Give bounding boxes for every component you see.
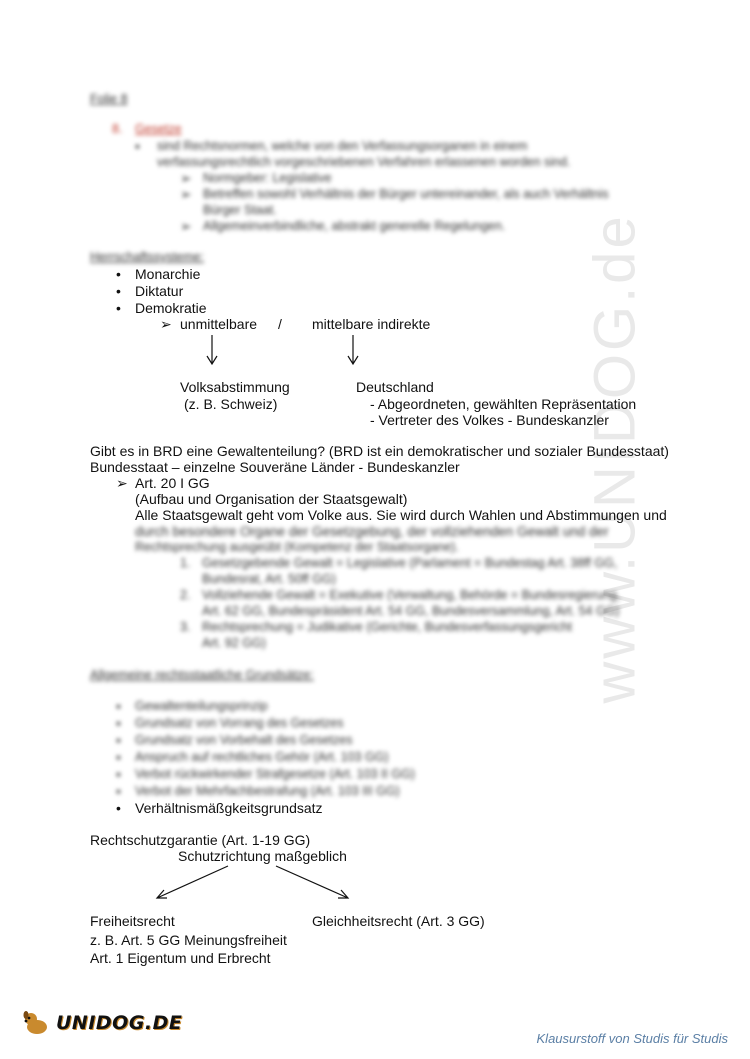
- bullet-icon: •: [116, 766, 121, 782]
- gewalt-item: Vollziehende Gewalt = Exekutive (Verwaltung, Behörde = Bundesregierung,: [202, 588, 621, 602]
- list-number: 3.: [180, 620, 191, 634]
- bullet-icon: •: [116, 300, 121, 316]
- bullet-icon: •: [116, 698, 121, 714]
- heading-herrschaft: Herrschaftssysteme:: [90, 250, 204, 264]
- arrow-diag-right: [276, 866, 348, 898]
- gg-line: durch besondere Organe der Gesetzgebung, der vollziehenden Gewalt und der: [135, 524, 609, 539]
- deutschland-detail: - Abgeordneten, gewählten Repräsentation: [370, 396, 637, 412]
- freiheitsrecht: Freiheitsrecht: [90, 913, 175, 929]
- grundsatz-item: Gewaltenteilungsprinzip: [135, 699, 268, 713]
- arrow-down-left: [207, 335, 217, 364]
- democracy-type-indirect: mittelbare indirekte: [312, 316, 431, 332]
- arrow-bullet-icon: ➢: [180, 186, 192, 202]
- gewalt-item: Gesetzgebende Gewalt = Legislative (Parlament = Bundestag Art. 38ff GG,: [202, 556, 618, 570]
- schutzrichtung: Schutzrichtung maßgeblich: [178, 848, 347, 864]
- list-number: 1.: [180, 556, 191, 570]
- grundsatz-verhaeltnismaessigkeit: Verhältnismäßgkeitsgrundsatz: [135, 800, 323, 816]
- deutschland-detail: - Vertreter des Volkes - Bundeskanzler: [370, 412, 609, 428]
- gg-line: Rechtsprechung ausgeübt (Kompetenz der Staatsorgane).: [135, 540, 459, 554]
- grundsatz-item: Grundsatz von Vorbehalt des Gesetzes: [135, 733, 353, 747]
- volksabstimmung: Volksabstimmung: [180, 379, 290, 395]
- democracy-type-direct: unmittelbare: [180, 316, 258, 332]
- deutschland: Deutschland: [356, 379, 434, 395]
- aufbau: (Aufbau und Organisation der Staatsgewalt): [135, 491, 408, 507]
- watermark: www.UNIDOG.de: [582, 213, 648, 704]
- intro-line: sind Rechtsnormen, welche von den Verfassungsorganen in einem: [157, 139, 528, 153]
- bullet-icon: •: [116, 732, 121, 748]
- arrow-bullet-icon: ➢: [116, 475, 128, 491]
- arrow-bullet-icon: ➢: [180, 170, 192, 186]
- gewalt-item: Art. 62 GG, Bundespräsident Art. 54 GG, Bundesversammlung, Art. 54 GG): [202, 604, 620, 618]
- gewalt-item: Bundesrat, Art. 50ff GG): [202, 572, 336, 586]
- footer-tagline: Klausurstoff von Studis für Studis: [536, 1031, 728, 1046]
- sub-item: Normgeber: Legislative: [203, 171, 332, 185]
- list-number: 2.: [180, 588, 191, 602]
- arrow-bullet-icon: ➢: [180, 218, 192, 234]
- volksabstimmung-example: (z. B. Schweiz): [184, 396, 278, 412]
- question-gewaltenteilung: Gibt es in BRD eine Gewaltenteilung? (BRD ist ein demokratischer und sozialer Bundesstaat): [90, 443, 669, 459]
- bullet-icon: •: [116, 800, 121, 816]
- bullet-icon: •: [116, 715, 121, 731]
- gleichheitsrecht: Gleichheitsrecht (Art. 3 GG): [312, 913, 485, 929]
- alle-staatsgewalt: Alle Staatsgewalt geht vom Volke aus. Sie wird durch Wahlen und Abstimmungen und: [135, 507, 667, 523]
- grundsatz-item: Anspruch auf rechtliches Gehör (Art. 103 GG): [135, 750, 389, 764]
- gewalt-item: Art. 92 GG): [202, 636, 266, 650]
- example-art5: z. B. Art. 5 GG Meinungsfreiheit: [90, 932, 287, 948]
- list-item: Diktatur: [135, 283, 184, 299]
- sub-item: Bürger Staat.: [203, 203, 277, 217]
- bullet-icon: •: [116, 266, 121, 282]
- list-item: Demokratie: [135, 300, 207, 316]
- section-number: 8.: [112, 122, 123, 136]
- rechtsschutz-title: Rechtschutzgarantie (Art. 1-19 GG): [90, 832, 311, 848]
- bullet-icon: •: [116, 749, 121, 765]
- dog-icon: [22, 1010, 52, 1036]
- sub-item: Betreffen sowohl Verhältnis der Bürger untereinander, als auch Verhältnis: [203, 187, 609, 201]
- slide-label: Folie 8: [90, 92, 128, 106]
- sub-item: Allgemeinverbindliche, abstrakt generelle Regelungen.: [203, 219, 506, 233]
- arrow-diag-left: [157, 866, 228, 898]
- gewalt-item: Rechtsprechung = Judikative (Gerichte, Bundesverfassungsgericht: [202, 620, 572, 634]
- heading-grundsaetze: Allgemeine rechtsstaatliche Grundsätze:: [90, 668, 314, 682]
- bundesstaat-line: Bundesstaat – einzelne Souveräne Länder - Bundeskanzler: [90, 459, 460, 475]
- grundsatz-item: Verbot der Mehrfachbestrafung (Art. 103 III GG): [135, 784, 400, 798]
- art20: Art. 20 I GG: [135, 475, 210, 491]
- list-item: Monarchie: [135, 266, 201, 282]
- example-art1: Art. 1 Eigentum und Erbrecht: [90, 950, 271, 966]
- bullet-icon: •: [116, 783, 121, 799]
- section-title: Gesetze: [135, 122, 182, 136]
- intro-line: verfassungsrechtlich vorgeschriebenen Verfahren erlassenen worden sind.: [157, 155, 571, 169]
- bullet-icon: •: [135, 138, 140, 154]
- slash-separator: /: [278, 316, 282, 332]
- logo-text: UNIDOG.DE: [56, 1012, 183, 1034]
- grundsatz-item: Grundsatz von Vorrang des Gesetzes: [135, 716, 344, 730]
- unidog-logo: [22, 1010, 182, 1036]
- arrow-down-right: [348, 335, 358, 364]
- arrow-bullet-icon: ➢: [160, 316, 172, 332]
- bullet-icon: •: [116, 283, 121, 299]
- grundsatz-item: Verbot rückwirkender Strafgesetze (Art. 103 II GG): [135, 767, 415, 781]
